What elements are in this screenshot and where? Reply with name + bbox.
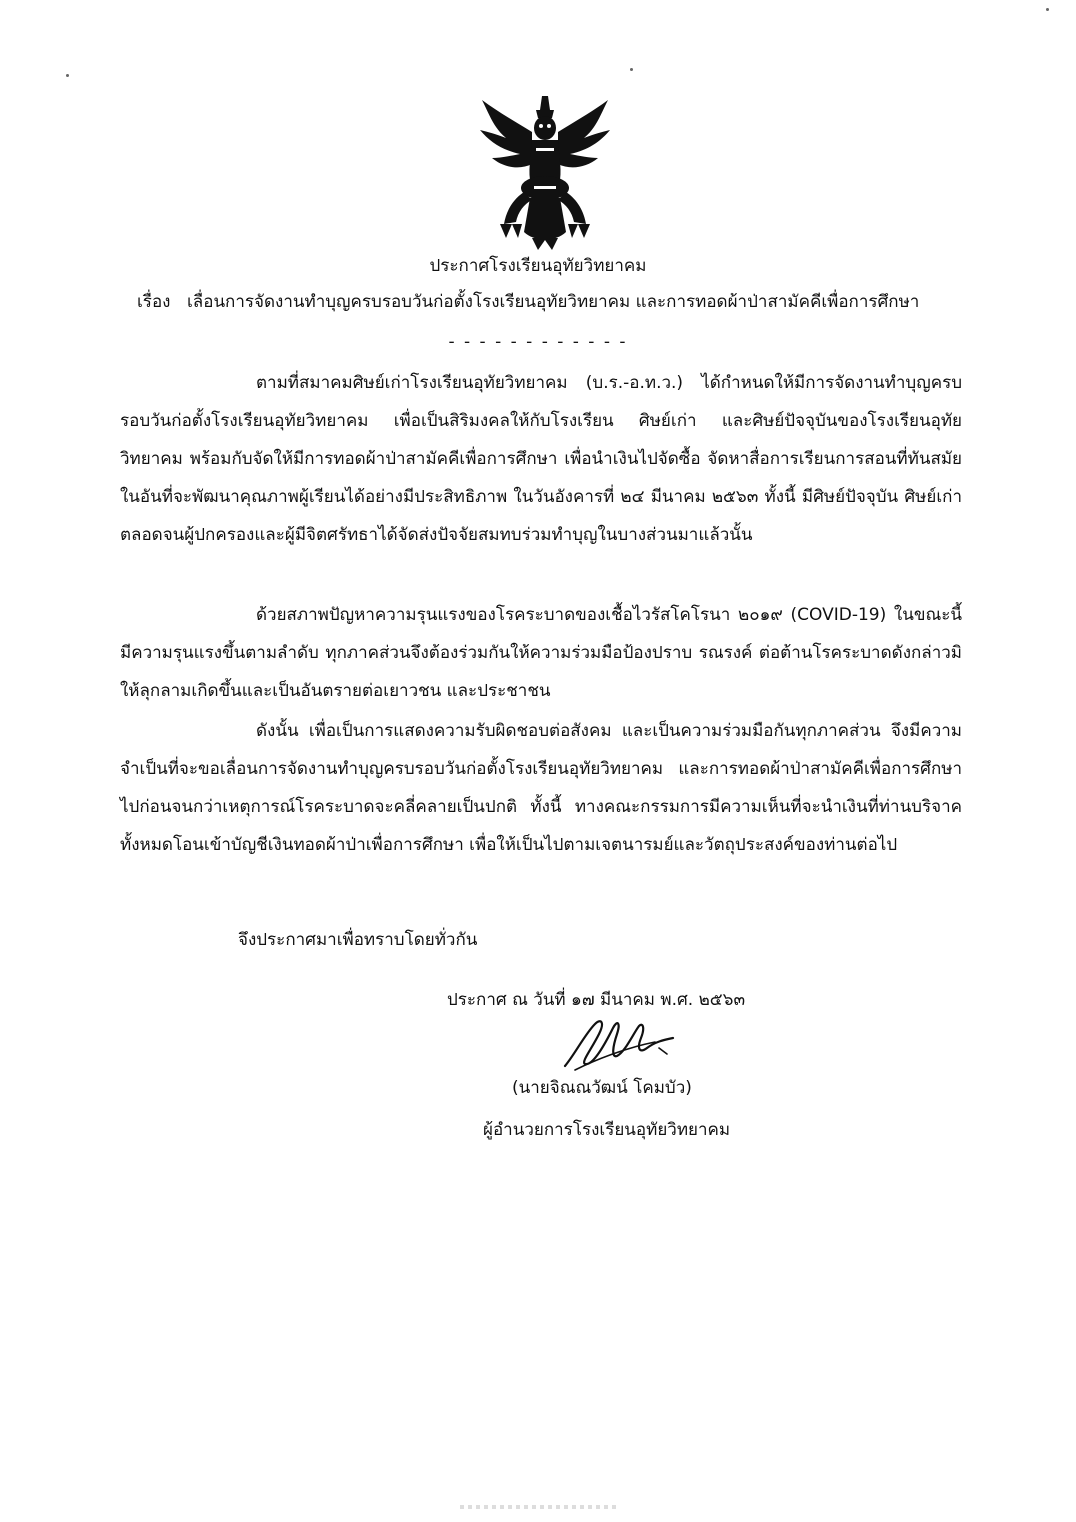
body-paragraph-2: ด้วยสภาพปัญหาความรุนแรงของโรคระบาดของเชื้อไวรัสโคโรนา ๒๐๑๙ (COVID-19) ในขณะนี้มีความรุนแรงขึ้นตามลำดับ ทุกภาคส่วนจึงต้องร่วมกันให้ความร่วมมือป้องปราบ รณรงค์ ต่อต้านโรคระบาดดังกล่าวมิให้ลุกลามเกิดขึ้นและเป็นอันตรายต่อเยาวชน และประชาชน (120, 605, 962, 701)
subject-text: เลื่อนการจัดงานทำบุญครบรอบวันก่อตั้งโรงเรียนอุทัยวิทยาคม และการทอดผ้าป่าสามัคคีเพื่อการศึกษา (187, 292, 920, 312)
separator-line: - - - - - - - - - - - - (448, 332, 628, 352)
announcement-title: ประกาศโรงเรียนอุทัยวิทยาคม (429, 256, 647, 276)
subject-label: เรื่อง (137, 292, 171, 312)
scan-speck (1046, 8, 1049, 11)
body-paragraph-3: ดังนั้น เพื่อเป็นการแสดงความรับผิดชอบต่อสังคม และเป็นความร่วมมือกันทุกภาคส่วน จึงมีความจำเป็นที่จะขอเลื่อนการจัดงานทำบุญครบรอบวันก่อตั้งโรงเรียนอุทัยวิทยาคม และการทอดผ้าป่าสามัคคีเพื่อการศึกษาไปก่อนจนกว่าเหตุการณ์โรคระบาดจะคลี่คลายเป็นปกติ ทั้งนี้ ทางคณะกรรมการมีความเห็นที่จะนำเงินที่ท่านบริจาคทั้งหมดโอนเข้าบัญชีเงินทอดผ้าป่าเพื่อการศึกษา เพื่อให้เป็นไปตามเจตนารมย์และวัตถุประสงค์ของท่านต่อไป (120, 721, 962, 855)
closing-statement: จึงประกาศมาเพื่อทราบโดยทั่วกัน (238, 930, 478, 950)
handwritten-signature (555, 1004, 685, 1080)
scan-artifact (460, 1505, 620, 1509)
signer-name: (นายจิณณวัฒน์ โคมบัว) (512, 1078, 692, 1098)
body-paragraph-1: ตามที่สมาคมศิษย์เก่าโรงเรียนอุทัยวิทยาคม (บ.ร.-อ.ท.ว.) ได้กำหนดให้มีการจัดงานทำบุญครบรอบวันก่อตั้งโรงเรียนอุทัยวิทยาคม เพื่อเป็นสิริมงคลให้กับโรงเรียน ศิษย์เก่า และศิษย์ปัจจุบันของโรงเรียนอุทัยวิทยาคม พร้อมกับจัดให้มีการทอดผ้าป่าสามัคคีเพื่อการศึกษา เพื่อนำเงินไปจัดซื้อ จัดหาสื่อการเรียนการสอนที่ทันสมัย ในอันที่จะพัฒนาคุณภาพผู้เรียนได้อย่างมีประสิทธิภาพ ในวันอังคารที่ ๒๔ มีนาคม ๒๕๖๓ ทั้งนี้ มีศิษย์ปัจจุบัน ศิษย์เก่า ตลอดจนผู้ปกครองและผู้มีจิตศรัทธาได้จัดส่งปัจจัยสมทบร่วมทำบุญในบางส่วนมาแล้วนั้น (120, 373, 962, 545)
signer-position: ผู้อำนวยการโรงเรียนอุทัยวิทยาคม (483, 1120, 731, 1140)
subject-line (137, 290, 919, 314)
announcement-date: ประกาศ ณ วันที่ ๑๗ มีนาคม พ.ศ. ๒๕๖๓ (447, 990, 746, 1010)
scan-speck (630, 68, 633, 71)
garuda-emblem-icon (476, 92, 614, 252)
scan-speck (66, 74, 69, 77)
